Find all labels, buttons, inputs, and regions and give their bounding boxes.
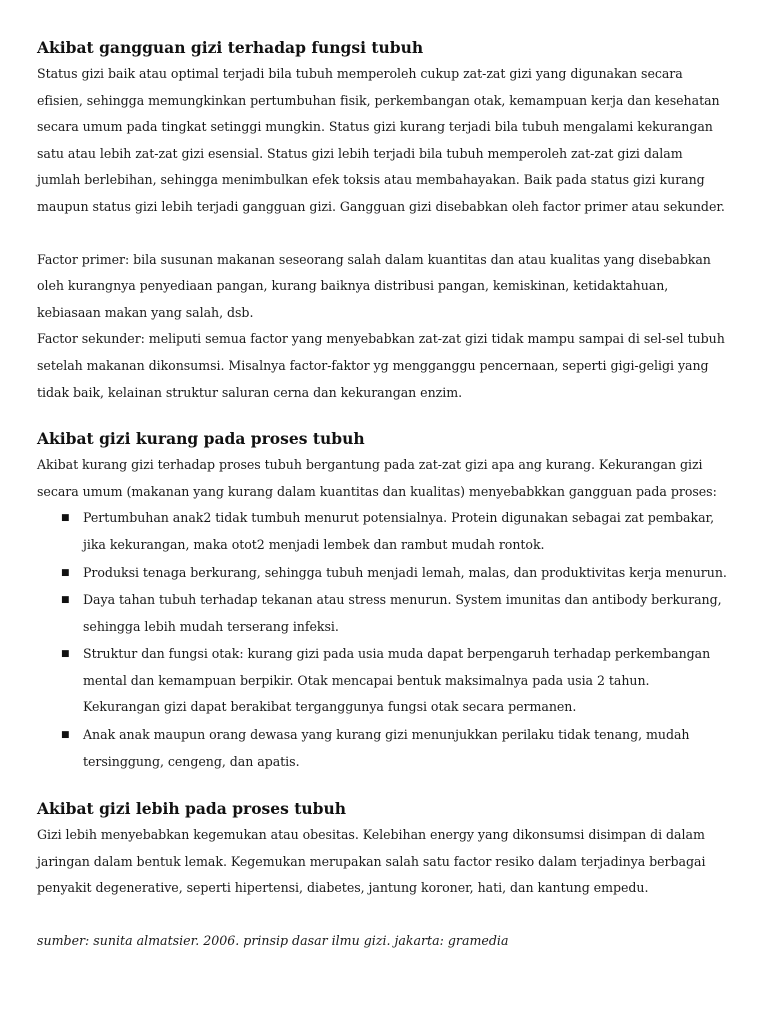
paragraph-gizi-kurang-intro: Akibat kurang gizi terhadap proses tubuh bergantung pada zat-zat gizi apa ang kurang. Kekurangan gizi secara umum (makanan yang kurang dalam kuantitas dan kualitas) menyebabkkan gangguan pada proses:: [37, 457, 717, 499]
list-item-text: Produksi tenaga berkurang, sehingga tubuh menjadi lemah, malas, dan produktivitas kerja menurun.: [83, 564, 727, 580]
square-bullet-icon: ■: [61, 649, 70, 660]
square-bullet-icon: ■: [61, 513, 70, 524]
section-title-gizi-lebih: Akibat gizi lebih pada proses tubuh: [37, 799, 347, 819]
square-bullet-icon: ■: [61, 730, 70, 741]
list-item: [61, 587, 728, 640]
paragraph-gap: [37, 902, 728, 928]
section-gap: [37, 776, 728, 796]
paragraph-factor-sekunder: Factor sekunder: meliputi semua factor yang menyebabkan zat-zat gizi tidak mampu sampai di sel-sel tubuh setelah makanan dikonsumsi. Misalnya factor-faktor yg mengganggu pencernaan, seperti gigi-geligi yang tidak baik, kelainan struktur saluran cerna dan kekurangan enzim.: [37, 331, 725, 400]
paragraph-factor-primer: Factor primer: bila susunan makanan seseorang salah dalam kuantitas dan atau kualitas yang disebabkan oleh kurangnya penyediaan pangan, kurang baiknya distribusi pangan, kemiskinan, ketidaktahuan, kebiasaan makan yang salah, dsb.: [37, 251, 711, 320]
section-title-gizi-kurang: Akibat gizi kurang pada proses tubuh: [37, 429, 365, 449]
square-bullet-icon: ■: [61, 595, 70, 606]
list-item-text: Pertumbuhan anak2 tidak tumbuh menurut potensialnya. Protein digunakan sebagai zat pembakar, jika kekurangan, maka otot2 menjadi lembek dan rambut mudah rontok.: [83, 510, 715, 552]
paragraph-gizi-lebih: Gizi lebih menyebabkan kegemukan atau obesitas. Kelebihan energy yang dikonsumsi disimpan di dalam jaringan dalam bentuk lemak. Kegemukan merupakan salah satu factor resiko dalam terjadinya berbagai penyakit degenerative, seperti hipertensi, diabetes, jantung koroner, hati, dan kantung empedu.: [37, 827, 706, 896]
section-gap: [37, 406, 728, 426]
list-item: [61, 505, 728, 558]
section-title-gangguan-gizi: Akibat gangguan gizi terhadap fungsi tubuh: [37, 38, 424, 57]
list-item-text: Struktur dan fungsi otak: kurang gizi pada usia muda dapat berpengaruh terhadap perkembangan mental dan kemampuan berpikir. Otak mencapai bentuk maksimalnya pada usia 2 tahun. Kekurangan gizi dapat berakibat terganggunya fungsi otak secara permanen.: [83, 646, 711, 715]
list-item: [61, 641, 728, 721]
list-item-text: Anak anak maupun orang dewasa yang kurang gizi menunjukkan perilaku tidak tenang, mudah tersinggung, cengeng, dan apatis.: [83, 727, 690, 769]
square-bullet-icon: ■: [61, 567, 70, 578]
bullet-list-gizi-kurang: [37, 505, 728, 775]
paragraph-status-gizi: Status gizi baik atau optimal terjadi bila tubuh memperoleh cukup zat-zat gizi yang digunakan secara efisien, sehingga memungkinkan pertumbuhan fisik, perkembangan otak, kemampuan kerja dan kesehatan secara umum pada tingkat setinggi mungkin. Status gizi kurang terjadi bila tubuh mengalami kekurangan satu atau lebih zat-zat gizi esensial. Status gizi lebih terjadi bila tubuh memperoleh zat-zat gizi dalam jumlah berlebihan, sehingga menimbulkan efek toksis atau membahayakan. Baik pada status gizi kurang maupun status gizi lebih terjadi gangguan gizi. Gangguan gizi disebabkan oleh factor primer atau sekunder.: [37, 66, 725, 214]
paragraph-gap: [37, 221, 728, 247]
source-citation: sumber: sunita almatsier. 2006. prinsip dasar ilmu gizi. jakarta: gramedia: [37, 933, 509, 949]
list-item-text: Daya tahan tubuh terhadap tekanan atau stress menurun. System imunitas dan antibody berkurang, sehingga lebih mudah terserang infeksi.: [83, 592, 722, 634]
list-item: [61, 722, 728, 775]
list-item: [61, 560, 728, 587]
